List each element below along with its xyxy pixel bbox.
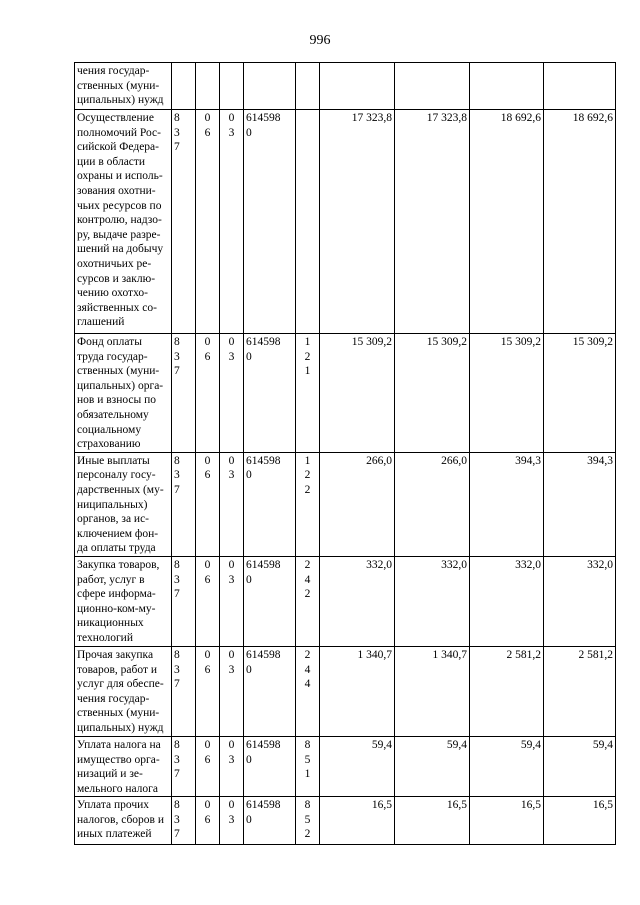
- amount-1: 1 340,7: [320, 646, 395, 736]
- subsection-code: 0 3: [220, 334, 244, 453]
- table-row: [75, 452, 616, 556]
- expense-type-code: [296, 63, 320, 110]
- expense-type-code: 2 4 2: [296, 556, 320, 646]
- amount-1: 266,0: [320, 452, 395, 556]
- expense-type-code: [296, 110, 320, 334]
- ved-code: 8 3 7: [172, 736, 196, 796]
- subsection-code: 0 3: [220, 110, 244, 334]
- target-article-code: 614598 0: [244, 797, 296, 845]
- row-name: Закупка товаров, работ, услуг в сфере информа- ционно-ком-му- никационных технологий: [75, 556, 172, 646]
- row-name: Прочая закупка товаров, работ и услуг для обеспе- чения государ- ственных (муни- ципальных) нужд: [75, 646, 172, 736]
- target-article-code: 614598 0: [244, 334, 296, 453]
- amount-2: 17 323,8: [395, 110, 470, 334]
- target-article-code: 614598 0: [244, 452, 296, 556]
- section-code: 0 6: [196, 110, 220, 334]
- ved-code: 8 3 7: [172, 452, 196, 556]
- section-code: 0 6: [196, 452, 220, 556]
- section-code: 0 6: [196, 646, 220, 736]
- expense-type-code: 8 5 1: [296, 736, 320, 796]
- subsection-code: 0 3: [220, 736, 244, 796]
- table-row: [75, 110, 616, 334]
- section-code: 0 6: [196, 334, 220, 453]
- amount-3: 2 581,2: [470, 646, 544, 736]
- amount-4: 18 692,6: [544, 110, 616, 334]
- amount-1: 17 323,8: [320, 110, 395, 334]
- subsection-code: 0 3: [220, 797, 244, 845]
- amount-1: 59,4: [320, 736, 395, 796]
- row-name: чения государ- ственных (муни- ципальных) нужд: [75, 63, 172, 110]
- ved-code: 8 3 7: [172, 797, 196, 845]
- amount-3: [470, 63, 544, 110]
- target-article-code: 614598 0: [244, 736, 296, 796]
- table-row: [75, 736, 616, 796]
- amount-4: 394,3: [544, 452, 616, 556]
- subsection-code: [220, 63, 244, 110]
- expense-type-code: 1 2 2: [296, 452, 320, 556]
- amount-4: 2 581,2: [544, 646, 616, 736]
- expense-type-code: 1 2 1: [296, 334, 320, 453]
- target-article-code: 614598 0: [244, 646, 296, 736]
- expense-type-code: 2 4 4: [296, 646, 320, 736]
- amount-1: [320, 63, 395, 110]
- subsection-code: 0 3: [220, 452, 244, 556]
- amount-4: [544, 63, 616, 110]
- section-code: 0 6: [196, 736, 220, 796]
- table-row: [75, 797, 616, 845]
- amount-2: 1 340,7: [395, 646, 470, 736]
- amount-3: 59,4: [470, 736, 544, 796]
- table-row: [75, 334, 616, 453]
- row-name: Фонд оплаты труда государ- ственных (муни- ципальных) орга- нов и взносы по обязательному социальному страхованию: [75, 334, 172, 453]
- amount-3: 16,5: [470, 797, 544, 845]
- amount-2: 15 309,2: [395, 334, 470, 453]
- amount-1: 332,0: [320, 556, 395, 646]
- amount-3: 18 692,6: [470, 110, 544, 334]
- amount-3: 332,0: [470, 556, 544, 646]
- subsection-code: 0 3: [220, 646, 244, 736]
- ved-code: [172, 63, 196, 110]
- target-article-code: [244, 63, 296, 110]
- ved-code: 8 3 7: [172, 110, 196, 334]
- amount-4: 15 309,2: [544, 334, 616, 453]
- target-article-code: 614598 0: [244, 556, 296, 646]
- amount-1: 16,5: [320, 797, 395, 845]
- expense-type-code: 8 5 2: [296, 797, 320, 845]
- page-number: 996: [309, 33, 331, 48]
- row-name: Уплата прочих налогов, сборов и иных платежей: [75, 797, 172, 845]
- ved-code: 8 3 7: [172, 334, 196, 453]
- table-row: [75, 63, 616, 110]
- amount-2: 16,5: [395, 797, 470, 845]
- amount-3: 15 309,2: [470, 334, 544, 453]
- amount-4: 16,5: [544, 797, 616, 845]
- row-name: Осуществление полномочий Рос- сийской Федера- ции в области охраны и исполь- зования охотни- чьих ресурсов по контролю, надзо- ру, выдаче разре- шений на добычу охотничьих ре- сурсов и заклю- чению охотхо- зяйственных со- глашений: [75, 110, 172, 334]
- section-code: 0 6: [196, 797, 220, 845]
- amount-3: 394,3: [470, 452, 544, 556]
- row-name: Иные выплаты персоналу госу- дарственных (му- ниципальных) органов, за ис- ключением фон- да оплаты труда: [75, 452, 172, 556]
- amount-4: 332,0: [544, 556, 616, 646]
- table-row: [75, 556, 616, 646]
- amount-4: 59,4: [544, 736, 616, 796]
- amount-2: 332,0: [395, 556, 470, 646]
- target-article-code: 614598 0: [244, 110, 296, 334]
- table-row: [75, 646, 616, 736]
- section-code: 0 6: [196, 556, 220, 646]
- amount-2: 59,4: [395, 736, 470, 796]
- ved-code: 8 3 7: [172, 556, 196, 646]
- amount-2: [395, 63, 470, 110]
- subsection-code: 0 3: [220, 556, 244, 646]
- section-code: [196, 63, 220, 110]
- amount-2: 266,0: [395, 452, 470, 556]
- row-name: Уплата налога на имущество орга- низаций и зе- мельного налога: [75, 736, 172, 796]
- ved-code: 8 3 7: [172, 646, 196, 736]
- budget-table: [74, 62, 616, 845]
- amount-1: 15 309,2: [320, 334, 395, 453]
